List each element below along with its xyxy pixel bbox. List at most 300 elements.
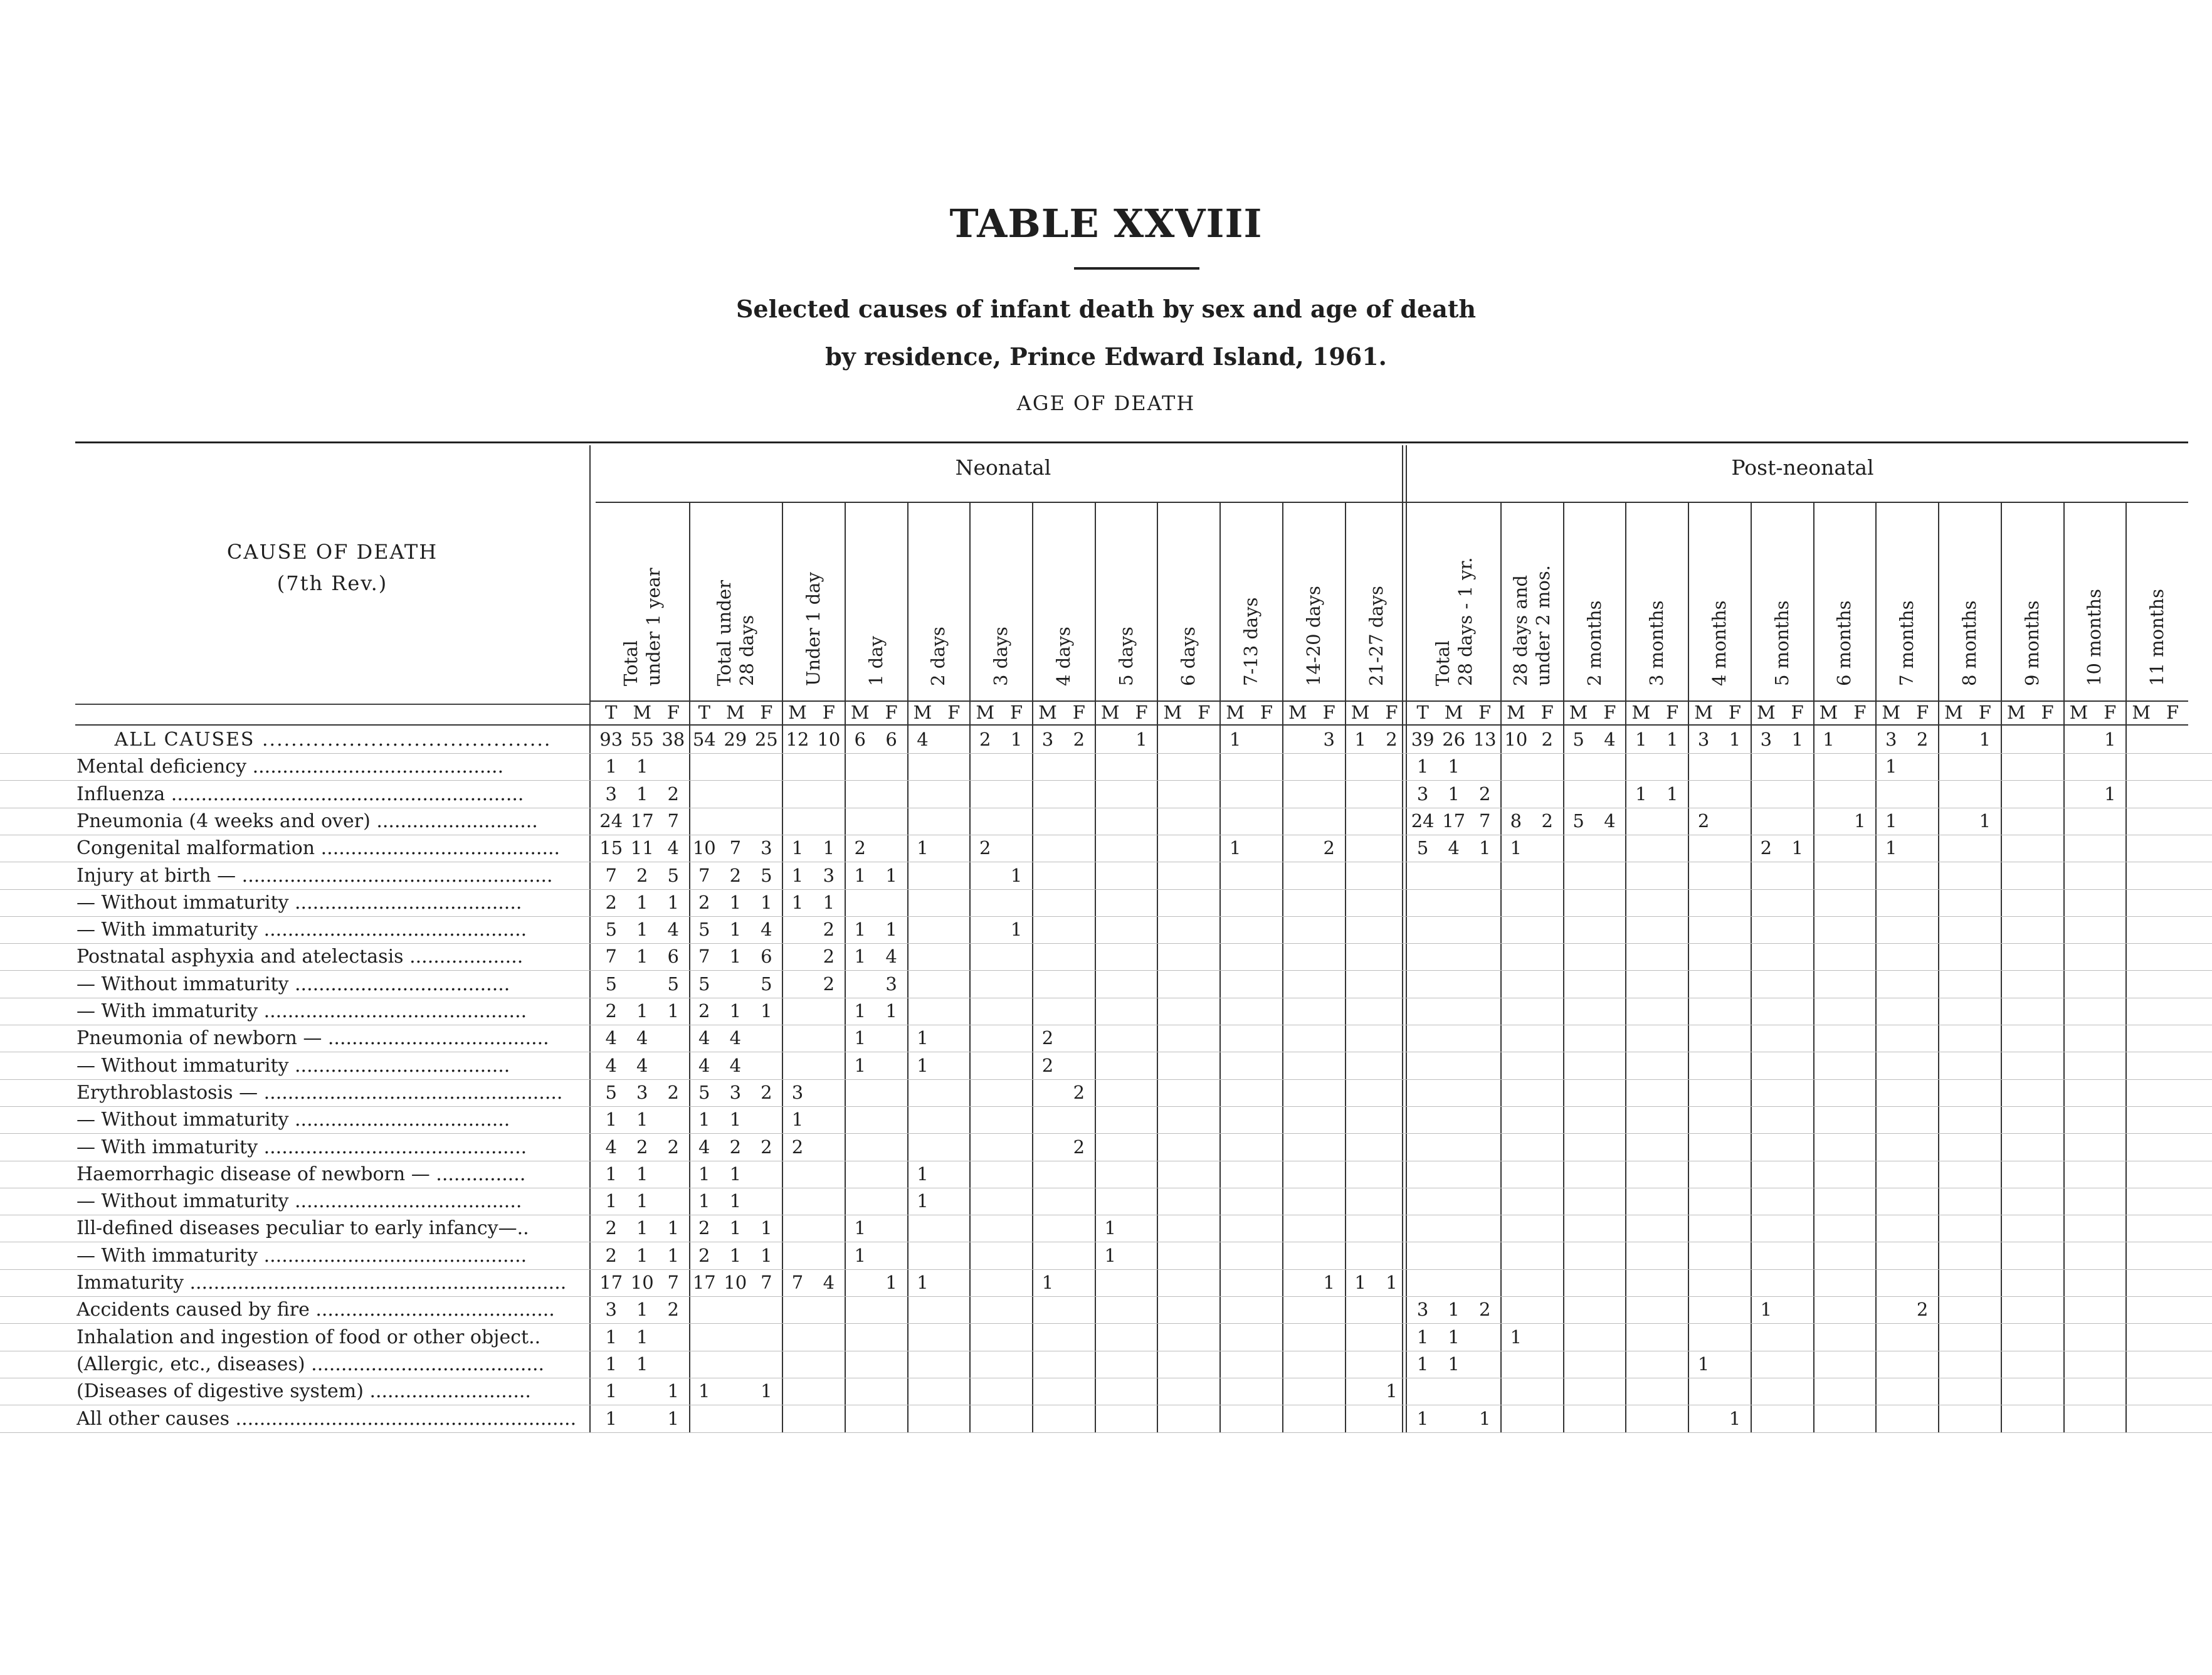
- sex-subheader: T: [1416, 702, 1429, 723]
- table-cell: [2125, 1106, 2157, 1133]
- table-cell: [1126, 1025, 1157, 1052]
- table-cell: [1126, 1052, 1157, 1079]
- table-cell: 2: [667, 783, 679, 805]
- table-cell: [782, 753, 813, 780]
- table-cell: [1938, 971, 1969, 998]
- table-cell: [1782, 1079, 1813, 1106]
- table-cell: [1907, 1025, 1938, 1052]
- table-cell: 1: [729, 946, 742, 968]
- table-cell: [2063, 1025, 2095, 1052]
- table-cell: [1938, 1106, 1969, 1133]
- table-cell: 1: [1229, 837, 1241, 859]
- table-cell: [1282, 1025, 1314, 1052]
- table-cell: 1: [761, 1000, 772, 1022]
- table-cell: 6: [761, 946, 772, 968]
- table-cell: [1969, 1324, 2001, 1351]
- table-cell: [2094, 971, 2125, 998]
- table-cell: [720, 971, 751, 998]
- table-cell: [1376, 998, 1408, 1025]
- table-cell: 4: [729, 1027, 742, 1049]
- table-cell: [813, 1378, 845, 1405]
- table-cell: [1751, 1052, 1782, 1079]
- table-cell: 3: [605, 783, 617, 805]
- column-header-label: 21-27 days: [1365, 586, 1387, 686]
- table-cell: [1813, 781, 1845, 808]
- table-cell: 5: [698, 973, 710, 995]
- table-cell: [2157, 753, 2188, 780]
- table-cell: [2125, 1052, 2157, 1079]
- table-cell: [1188, 1052, 1219, 1079]
- table-cell: [1001, 1242, 1032, 1269]
- table-cell: [907, 1242, 939, 1269]
- table-cell: [1500, 1269, 1532, 1296]
- table-cell: [938, 726, 969, 753]
- table-cell: 1: [1791, 729, 1803, 750]
- table-cell: [1376, 1134, 1408, 1161]
- table-cell: [1532, 1106, 1563, 1133]
- table-cell: [1001, 1134, 1032, 1161]
- table-cell: [1500, 1296, 1532, 1323]
- table-cell: 1: [1010, 864, 1023, 886]
- table-cell: [1907, 1188, 1938, 1215]
- column-header-label: 2 months: [1583, 600, 1605, 686]
- table-cell: 25: [754, 729, 778, 750]
- table-cell: 1: [854, 864, 866, 886]
- table-cell: [1938, 943, 1969, 970]
- cause-label: Pneumonia of newborn — .....................................: [76, 1027, 549, 1050]
- table-cell: [751, 1052, 782, 1079]
- table-cell: 1: [1448, 1353, 1460, 1375]
- table-cell: 2: [667, 1299, 679, 1321]
- table-cell: [1126, 971, 1157, 998]
- table-cell: [1407, 1188, 1438, 1215]
- column-header-19: [1875, 520, 1938, 690]
- table-cell: [1751, 1079, 1782, 1106]
- table-cell: [2063, 1269, 2095, 1296]
- table-cell: [1251, 943, 1282, 970]
- table-cell: [1282, 998, 1314, 1025]
- table-cell: [1188, 1106, 1219, 1133]
- sex-subheader: T: [698, 702, 710, 723]
- table-cell: [1532, 1025, 1563, 1052]
- table-cell: [1376, 943, 1408, 970]
- table-cell: [782, 1242, 813, 1269]
- table-cell: [1282, 1378, 1314, 1405]
- table-cell: [907, 781, 939, 808]
- table-cell: [2001, 781, 2032, 808]
- table-cell: [1282, 808, 1314, 835]
- table-cell: [1844, 1269, 1875, 1296]
- table-cell: [1532, 916, 1563, 943]
- column-header-label: 5 months: [1771, 600, 1793, 686]
- cause-label: — With immaturity ............................................: [76, 1244, 527, 1267]
- column-header-2: [782, 520, 845, 690]
- table-cell: 1: [1448, 1299, 1460, 1321]
- table-cell: [1219, 943, 1251, 970]
- table-cell: [1594, 1242, 1626, 1269]
- table-cell: 1: [1478, 837, 1491, 859]
- table-cell: 10: [1504, 729, 1528, 750]
- table-cell: 1: [1729, 1407, 1741, 1429]
- table-cell: [2094, 753, 2125, 780]
- neonatal-group-rule: [596, 502, 1407, 503]
- table-cell: [1032, 808, 1063, 835]
- table-cell: [938, 1324, 969, 1351]
- table-cell: [1001, 1296, 1032, 1323]
- table-cell: [1782, 1269, 1813, 1296]
- table-cell: [1157, 753, 1188, 780]
- table-cell: [2125, 1134, 2157, 1161]
- sex-subheader: F: [1385, 702, 1398, 723]
- table-cell: 1: [823, 837, 835, 859]
- table-cell: [2063, 862, 2095, 889]
- table-cell: [658, 753, 689, 780]
- table-cell: [845, 889, 876, 916]
- table-cell: [1751, 1378, 1782, 1405]
- table-cell: [1875, 1296, 1907, 1323]
- table-cell: [1219, 1134, 1251, 1161]
- sex-subheader: M: [2132, 702, 2151, 723]
- table-cell: [689, 753, 720, 780]
- table-cell: [1688, 1296, 1719, 1323]
- table-cell: [1314, 1215, 1345, 1242]
- table-cell: [2157, 726, 2188, 753]
- table-cell: [1001, 753, 1032, 780]
- table-cell: [1001, 1269, 1032, 1296]
- table-cell: [845, 1351, 876, 1378]
- table-cell: [1188, 1296, 1219, 1323]
- table-cell: [1875, 781, 1907, 808]
- table-cell: 1: [1416, 1353, 1429, 1375]
- table-cell: [1001, 1079, 1032, 1106]
- table-cell: 4: [636, 1054, 648, 1076]
- table-cell: [2125, 998, 2157, 1025]
- table-cell: [1751, 1161, 1782, 1188]
- table-cell: 1: [605, 1353, 617, 1375]
- table-cell: [845, 971, 876, 998]
- table-cell: [1157, 781, 1188, 808]
- table-cell: [1032, 1324, 1063, 1351]
- cause-label: Erythroblastosis — ..................................................: [76, 1081, 563, 1104]
- table-cell: [720, 1351, 751, 1378]
- table-cell: [1469, 1052, 1500, 1079]
- table-cell: [1469, 1324, 1500, 1351]
- table-cell: [1532, 1052, 1563, 1079]
- table-cell: 2: [1041, 1054, 1054, 1076]
- table-cell: [1219, 1405, 1251, 1432]
- table-cell: 2: [979, 837, 991, 859]
- table-cell: [2001, 808, 2032, 835]
- table-cell: [1875, 862, 1907, 889]
- table-cell: 1: [1979, 729, 1991, 750]
- table-cell: [1126, 835, 1157, 862]
- table-cell: [1751, 1188, 1782, 1215]
- table-cell: [1875, 916, 1907, 943]
- table-cell: [627, 1378, 658, 1405]
- table-cell: [1438, 1378, 1470, 1405]
- table-cell: 1: [729, 1109, 742, 1131]
- table-cell: [1188, 971, 1219, 998]
- table-cell: [1188, 916, 1219, 943]
- table-cell: [1251, 1242, 1282, 1269]
- sex-subheader: M: [976, 702, 995, 723]
- table-cell: [2063, 808, 2095, 835]
- table-cell: [1219, 1242, 1251, 1269]
- table-cell: [1345, 971, 1376, 998]
- table-cell: [969, 1351, 1001, 1378]
- table-cell: [1188, 1134, 1219, 1161]
- sex-subheader: F: [1135, 702, 1148, 723]
- table-cell: [1813, 971, 1845, 998]
- table-cell: [1875, 1269, 1907, 1296]
- table-cell: [1157, 1134, 1188, 1161]
- table-cell: [1251, 1324, 1282, 1351]
- table-cell: [1469, 1134, 1500, 1161]
- table-cell: [1563, 1025, 1594, 1052]
- table-cell: [1188, 1079, 1219, 1106]
- table-cell: 1: [1135, 729, 1147, 750]
- table-cell: [1001, 943, 1032, 970]
- table-cell: [2094, 862, 2125, 889]
- table-cell: [2157, 1025, 2188, 1052]
- table-cell: [2032, 1351, 2063, 1378]
- table-cell: [1407, 1134, 1438, 1161]
- sex-subheader: M: [850, 702, 870, 723]
- table-cell: 2: [1697, 810, 1710, 832]
- table-cell: [1813, 1242, 1845, 1269]
- table-cell: [2063, 1215, 2095, 1242]
- table-cell: 1: [1416, 756, 1429, 778]
- table-cell: [1938, 726, 1969, 753]
- table-cell: [1469, 916, 1500, 943]
- table-cell: [1969, 916, 2001, 943]
- table-cell: [1719, 1025, 1751, 1052]
- table-cell: [1095, 1161, 1126, 1188]
- table-cell: [969, 943, 1001, 970]
- table-cell: [1251, 1134, 1282, 1161]
- table-row: [0, 781, 2212, 808]
- table-cell: 17: [692, 1272, 716, 1293]
- table-cell: [1438, 916, 1470, 943]
- table-cell: [2157, 1215, 2188, 1242]
- table-cell: [1188, 808, 1219, 835]
- table-cell: [1314, 916, 1345, 943]
- table-cell: [1656, 835, 1688, 862]
- table-cell: [2063, 1161, 2095, 1188]
- table-cell: [1563, 862, 1594, 889]
- table-cell: [1282, 971, 1314, 998]
- table-cell: [2063, 889, 2095, 916]
- table-cell: [1126, 862, 1157, 889]
- table-cell: [1282, 889, 1314, 916]
- table-cell: [938, 1079, 969, 1106]
- table-cell: [1095, 1106, 1126, 1133]
- table-cell: 2: [1073, 1136, 1085, 1158]
- table-cell: 1: [729, 1217, 742, 1239]
- table-cell: [1032, 971, 1063, 998]
- table-cell: [1438, 1242, 1470, 1269]
- table-cell: [1719, 916, 1751, 943]
- table-cell: [2063, 1052, 2095, 1079]
- table-cell: 1: [1635, 729, 1647, 750]
- table-cell: [1688, 1161, 1719, 1188]
- table-subtitle-line1: Selected causes of infant death by sex and age of death: [735, 295, 1477, 323]
- table-cell: [2032, 943, 2063, 970]
- table-cell: [782, 1161, 813, 1188]
- table-row: [0, 1106, 2212, 1134]
- table-cell: [1469, 862, 1500, 889]
- table-cell: [1500, 1161, 1532, 1188]
- table-cell: [1594, 1161, 1626, 1188]
- table-cell: [1563, 998, 1594, 1025]
- table-cell: [1625, 1188, 1656, 1215]
- table-cell: [1625, 1134, 1656, 1161]
- table-cell: [876, 808, 907, 835]
- table-cell: [1875, 1324, 1907, 1351]
- table-cell: [1438, 1134, 1470, 1161]
- table-cell: [1001, 1405, 1032, 1432]
- cause-label: Mental deficiency ..........................................: [76, 756, 504, 778]
- table-cell: [1532, 1296, 1563, 1323]
- table-cell: [2157, 1378, 2188, 1405]
- table-cell: [1844, 1215, 1875, 1242]
- table-cell: [876, 1215, 907, 1242]
- table-cell: 1: [729, 1163, 742, 1185]
- table-cell: [1314, 998, 1345, 1025]
- table-cell: [1282, 1079, 1314, 1106]
- table-cell: [689, 1405, 720, 1432]
- table-cell: [969, 1079, 1001, 1106]
- table-cell: [1188, 1378, 1219, 1405]
- table-cell: [1813, 1134, 1845, 1161]
- table-cell: [1751, 1405, 1782, 1432]
- table-cell: [2125, 1269, 2157, 1296]
- table-cell: [1407, 1052, 1438, 1079]
- table-cell: 15: [599, 837, 623, 859]
- table-cell: [1469, 971, 1500, 998]
- table-cell: [1095, 916, 1126, 943]
- table-cell: [1314, 1161, 1345, 1188]
- table-cell: [1594, 1025, 1626, 1052]
- table-cell: [1188, 1161, 1219, 1188]
- table-cell: [2157, 781, 2188, 808]
- table-cell: [813, 1161, 845, 1188]
- table-cell: [938, 1296, 969, 1323]
- table-cell: [1907, 1378, 1938, 1405]
- table-cell: [969, 808, 1001, 835]
- table-cell: [1782, 781, 1813, 808]
- table-cell: [2094, 1351, 2125, 1378]
- table-cell: [938, 1351, 969, 1378]
- column-header-1: [689, 520, 782, 690]
- table-cell: [907, 1351, 939, 1378]
- table-cell: [2157, 835, 2188, 862]
- table-cell: [1938, 916, 1969, 943]
- table-cell: [751, 781, 782, 808]
- table-cell: [1688, 1242, 1719, 1269]
- table-cell: 2: [1386, 729, 1398, 750]
- table-cell: 5: [605, 973, 617, 995]
- table-cell: [1656, 1134, 1688, 1161]
- table-cell: [1969, 835, 2001, 862]
- column-header-label: 14-20 days: [1302, 586, 1324, 686]
- table-cell: [907, 943, 939, 970]
- table-cell: [1813, 1188, 1845, 1215]
- table-cell: [1438, 889, 1470, 916]
- table-cell: 11: [630, 837, 654, 859]
- table-cell: [1938, 753, 1969, 780]
- table-cell: [813, 808, 845, 835]
- table-cell: [1157, 1052, 1188, 1079]
- table-cell: [1126, 1106, 1157, 1133]
- table-cell: [1656, 1351, 1688, 1378]
- table-cell: 2: [1478, 1299, 1491, 1321]
- table-cell: [1063, 1242, 1095, 1269]
- table-cell: [1719, 808, 1751, 835]
- table-cell: [1875, 1161, 1907, 1188]
- table-cell: [2157, 1405, 2188, 1432]
- table-cell: 1: [2104, 729, 2116, 750]
- table-cell: 1: [854, 1244, 866, 1266]
- table-cell: [1219, 1324, 1251, 1351]
- table-cell: [1594, 943, 1626, 970]
- table-cell: [969, 1405, 1001, 1432]
- table-cell: [1688, 781, 1719, 808]
- table-cell: [1907, 943, 1938, 970]
- table-cell: 1: [1416, 1407, 1429, 1429]
- table-cell: 1: [1010, 729, 1023, 750]
- table-cell: 5: [1572, 729, 1584, 750]
- stub-separator: [75, 704, 589, 705]
- table-cell: [1625, 998, 1656, 1025]
- table-cell: [1969, 1351, 2001, 1378]
- table-cell: [1032, 1405, 1063, 1432]
- table-cell: [1938, 889, 1969, 916]
- table-cell: [1126, 1242, 1157, 1269]
- table-cell: [1532, 753, 1563, 780]
- table-cell: [1751, 971, 1782, 998]
- table-cell: [2094, 943, 2125, 970]
- table-cell: [1032, 1296, 1063, 1323]
- table-cell: 2: [854, 837, 866, 859]
- table-cell: [1126, 1134, 1157, 1161]
- table-cell: 1: [636, 1353, 648, 1375]
- table-row: [0, 1351, 2212, 1378]
- table-cell: [2125, 971, 2157, 998]
- table-cell: [1188, 753, 1219, 780]
- table-cell: [1656, 808, 1688, 835]
- table-cell: [1157, 1106, 1188, 1133]
- table-cell: 8: [1510, 810, 1522, 832]
- table-cell: [1563, 1405, 1594, 1432]
- table-cell: 1: [791, 837, 804, 859]
- table-cell: [1625, 1052, 1656, 1079]
- table-cell: [1844, 1106, 1875, 1133]
- table-cell: [2032, 1242, 2063, 1269]
- table-cell: [813, 1079, 845, 1106]
- table-cell: [2032, 1188, 2063, 1215]
- table-cell: [1625, 889, 1656, 916]
- table-cell: [1594, 1106, 1626, 1133]
- table-cell: [1001, 1052, 1032, 1079]
- table-cell: [1719, 1079, 1751, 1106]
- table-cell: 1: [1791, 837, 1803, 859]
- table-cell: [1095, 1351, 1126, 1378]
- table-cell: [1719, 971, 1751, 998]
- table-row: [0, 862, 2212, 890]
- table-cell: [1688, 753, 1719, 780]
- table-cell: [1813, 808, 1845, 835]
